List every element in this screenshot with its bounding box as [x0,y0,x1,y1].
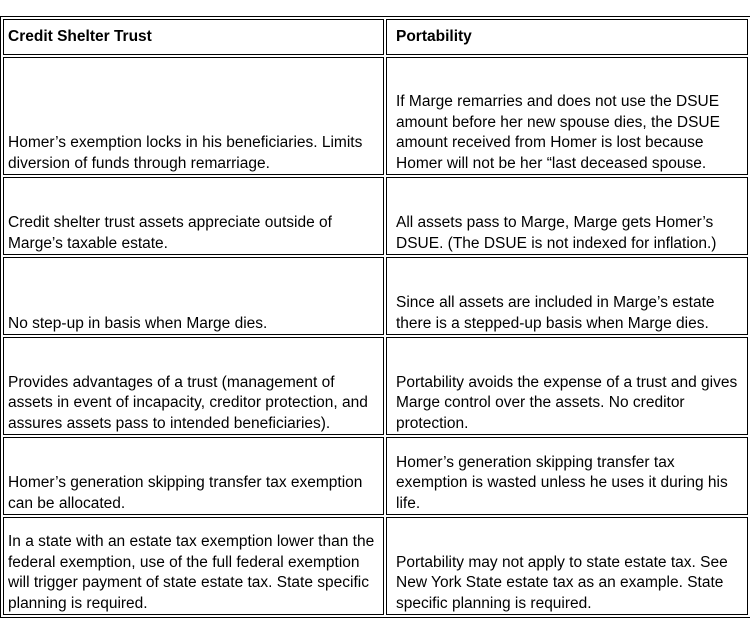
portability-cell: Portability avoids the expense of a trust and gives Marge control over the assets. No creditor protection. [386,337,748,435]
portability-cell: All assets pass to Marge, Marge gets Homer’s DSUE. (The DSUE is not indexed for inflation.) [386,177,748,255]
credit-shelter-cell: No step-up in basis when Marge dies. [3,257,384,335]
table-row [3,437,748,515]
portability-cell: If Marge remarries and does not use the DSUE amount before her new spouse dies, the DSUE amount received from Homer is lost because Homer will not be her “last deceased spouse. [386,57,748,175]
table-row [3,517,748,615]
table-row [3,337,748,435]
header-portability: Portability [386,19,748,55]
header-row [3,19,748,55]
table-row [3,57,748,175]
credit-shelter-cell: Provides advantages of a trust (management of assets in event of incapacity, creditor protection, and assures assets pass to intended beneficiaries). [3,337,384,435]
table-row [3,177,748,255]
comparison-table [0,16,750,618]
credit-shelter-cell: Homer’s generation skipping transfer tax exemption can be allocated. [3,437,384,515]
header-credit-shelter-trust: Credit Shelter Trust [3,19,384,55]
portability-cell: Homer’s generation skipping transfer tax exemption is wasted unless he uses it during his life. [386,437,748,515]
credit-shelter-cell: In a state with an estate tax exemption lower than the federal exemption, use of the full federal exemption will trigger payment of state estate tax. State specific planning is required. [3,517,384,615]
credit-shelter-cell: Homer’s exemption locks in his beneficiaries. Limits diversion of funds through remarriage. [3,57,384,175]
portability-cell: Portability may not apply to state estate tax. See New York State estate tax as an example. State specific planning is required. [386,517,748,615]
table-row [3,257,748,335]
credit-shelter-cell: Credit shelter trust assets appreciate outside of Marge’s taxable estate. [3,177,384,255]
portability-cell: Since all assets are included in Marge’s estate there is a stepped-up basis when Marge dies. [386,257,748,335]
